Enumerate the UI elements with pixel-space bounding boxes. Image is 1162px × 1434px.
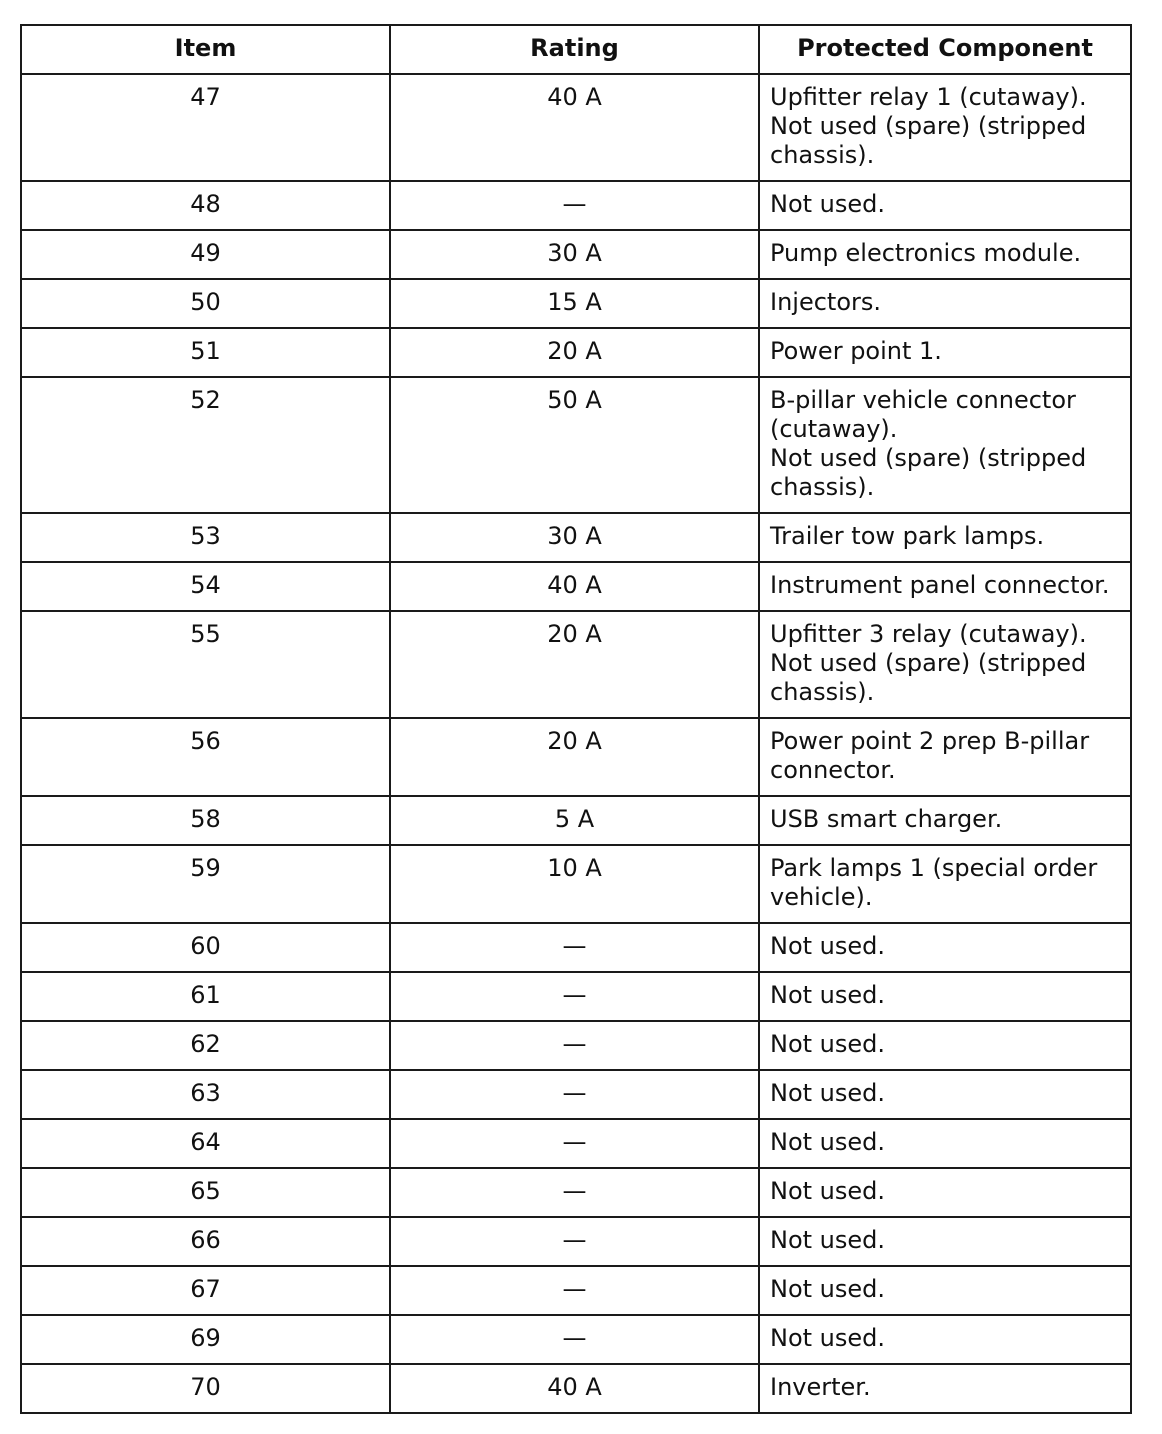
- table-row: [21, 1364, 1131, 1413]
- table-row: [21, 718, 1131, 796]
- item-cell: 63: [21, 1070, 390, 1119]
- component-text-line: Not used (spare) (stripped: [770, 649, 1087, 677]
- protected-component-cell: [759, 972, 1131, 1021]
- table-row: [21, 1070, 1131, 1119]
- component-text-line: Not used.: [770, 1275, 886, 1303]
- component-text-line: chassis).: [770, 678, 875, 706]
- table-row: [21, 230, 1131, 279]
- protected-component-cell: [759, 181, 1131, 230]
- protected-component-cell: [759, 718, 1131, 796]
- protected-component-cell: [759, 562, 1131, 611]
- table-row: [21, 513, 1131, 562]
- rating-cell: 5 A: [390, 796, 759, 845]
- rating-cell: 40 A: [390, 1364, 759, 1413]
- component-text-line: Not used.: [770, 1324, 886, 1352]
- component-text-line: (cutaway).: [770, 415, 898, 443]
- component-text-line: Power point 1.: [770, 337, 942, 365]
- component-text-line: B-pillar vehicle connector: [770, 386, 1076, 414]
- rating-cell: 30 A: [390, 513, 759, 562]
- component-text-line: Park lamps 1 (special order: [770, 854, 1098, 882]
- component-text-line: Instrument panel connector.: [770, 571, 1110, 599]
- component-text-line: chassis).: [770, 473, 875, 501]
- rating-cell: —: [390, 1217, 759, 1266]
- table-row: [21, 1266, 1131, 1315]
- table-row: [21, 328, 1131, 377]
- header-rating: Rating: [390, 25, 759, 74]
- protected-component-cell: [759, 923, 1131, 972]
- rating-cell: —: [390, 1168, 759, 1217]
- component-text-line: Upfitter relay 1 (cutaway).: [770, 83, 1087, 111]
- fuse-table: [20, 24, 1132, 1414]
- rating-cell: —: [390, 1070, 759, 1119]
- protected-component-cell: [759, 611, 1131, 718]
- header-item: Item: [21, 25, 390, 74]
- component-text-line: Not used.: [770, 1226, 886, 1254]
- table-row: [21, 1217, 1131, 1266]
- table-row: [21, 1168, 1131, 1217]
- rating-cell: 20 A: [390, 718, 759, 796]
- item-cell: 49: [21, 230, 390, 279]
- rating-cell: 15 A: [390, 279, 759, 328]
- component-text-line: vehicle).: [770, 883, 873, 911]
- item-cell: 62: [21, 1021, 390, 1070]
- rating-cell: —: [390, 1315, 759, 1364]
- item-cell: 58: [21, 796, 390, 845]
- protected-component-cell: [759, 377, 1131, 513]
- rating-cell: —: [390, 181, 759, 230]
- item-cell: 55: [21, 611, 390, 718]
- item-cell: 50: [21, 279, 390, 328]
- protected-component-cell: [759, 513, 1131, 562]
- rating-cell: —: [390, 923, 759, 972]
- component-text-line: Pump electronics module.: [770, 239, 1082, 267]
- table-row: [21, 611, 1131, 718]
- table-row: [21, 923, 1131, 972]
- protected-component-cell: [759, 1119, 1131, 1168]
- rating-cell: —: [390, 1021, 759, 1070]
- table-body: [21, 74, 1131, 1413]
- table-row: [21, 972, 1131, 1021]
- table-row: [21, 74, 1131, 181]
- component-text-line: Not used.: [770, 932, 886, 960]
- table-row: [21, 562, 1131, 611]
- protected-component-cell: [759, 1168, 1131, 1217]
- rating-cell: 30 A: [390, 230, 759, 279]
- protected-component-cell: [759, 279, 1131, 328]
- component-text-line: connector.: [770, 756, 896, 784]
- component-text-line: Power point 2 prep B-pillar: [770, 727, 1090, 755]
- item-cell: 69: [21, 1315, 390, 1364]
- protected-component-cell: [759, 1021, 1131, 1070]
- protected-component-cell: [759, 74, 1131, 181]
- table-row: [21, 279, 1131, 328]
- protected-component-cell: [759, 328, 1131, 377]
- table-header: [21, 25, 1131, 74]
- item-cell: 59: [21, 845, 390, 923]
- item-cell: 48: [21, 181, 390, 230]
- header-row: [21, 25, 1131, 74]
- table-row: [21, 1021, 1131, 1070]
- item-cell: 64: [21, 1119, 390, 1168]
- rating-cell: —: [390, 1266, 759, 1315]
- item-cell: 70: [21, 1364, 390, 1413]
- rating-cell: —: [390, 972, 759, 1021]
- component-text-line: Not used.: [770, 981, 886, 1009]
- component-text-line: Not used.: [770, 1079, 886, 1107]
- component-text-line: Inverter.: [770, 1373, 871, 1401]
- item-cell: 67: [21, 1266, 390, 1315]
- rating-cell: 40 A: [390, 74, 759, 181]
- table-row: [21, 796, 1131, 845]
- component-text-line: chassis).: [770, 141, 875, 169]
- item-cell: 54: [21, 562, 390, 611]
- protected-component-cell: [759, 1315, 1131, 1364]
- item-cell: 51: [21, 328, 390, 377]
- protected-component-cell: [759, 1364, 1131, 1413]
- protected-component-cell: [759, 845, 1131, 923]
- protected-component-cell: [759, 1070, 1131, 1119]
- item-cell: 53: [21, 513, 390, 562]
- component-text-line: Not used (spare) (stripped: [770, 444, 1087, 472]
- component-text-line: Trailer tow park lamps.: [770, 522, 1045, 550]
- item-cell: 60: [21, 923, 390, 972]
- rating-cell: —: [390, 1119, 759, 1168]
- component-text-line: USB smart charger.: [770, 805, 1003, 833]
- item-cell: 47: [21, 74, 390, 181]
- rating-cell: 20 A: [390, 611, 759, 718]
- table-row: [21, 377, 1131, 513]
- component-text-line: Injectors.: [770, 288, 882, 316]
- item-cell: 56: [21, 718, 390, 796]
- protected-component-cell: [759, 796, 1131, 845]
- rating-cell: 40 A: [390, 562, 759, 611]
- component-text-line: Not used.: [770, 1177, 886, 1205]
- protected-component-cell: [759, 230, 1131, 279]
- rating-cell: 10 A: [390, 845, 759, 923]
- item-cell: 66: [21, 1217, 390, 1266]
- table-row: [21, 845, 1131, 923]
- item-cell: 61: [21, 972, 390, 1021]
- component-text-line: Not used (spare) (stripped: [770, 112, 1087, 140]
- table-row: [21, 181, 1131, 230]
- component-text-line: Upfitter 3 relay (cutaway).: [770, 620, 1087, 648]
- component-text-line: Not used.: [770, 190, 886, 218]
- protected-component-cell: [759, 1217, 1131, 1266]
- header-protected-component: Protected Component: [759, 25, 1131, 74]
- table-row: [21, 1315, 1131, 1364]
- component-text-line: Not used.: [770, 1128, 886, 1156]
- protected-component-cell: [759, 1266, 1131, 1315]
- rating-cell: 20 A: [390, 328, 759, 377]
- item-cell: 52: [21, 377, 390, 513]
- component-text-line: Not used.: [770, 1030, 886, 1058]
- rating-cell: 50 A: [390, 377, 759, 513]
- item-cell: 65: [21, 1168, 390, 1217]
- table-row: [21, 1119, 1131, 1168]
